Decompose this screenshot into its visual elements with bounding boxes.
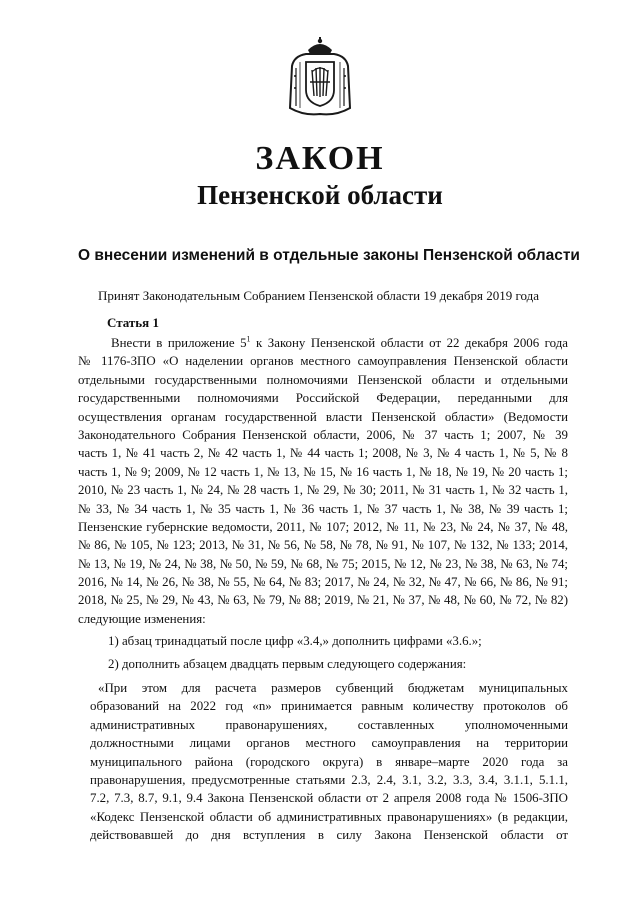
paragraph-line: 2010, № 23 часть 1, № 24, № 28 часть 1, № 29, № 30; 2011, № 31 часть 1, № 32 часть 1, [78, 483, 568, 498]
quote-line: муниципального района (городского округа) в январе–марте 2020 года за [90, 754, 568, 769]
paragraph-first-line [78, 334, 568, 352]
quote-line: должностными лицами органов местного самоуправления на территории [90, 736, 568, 751]
paragraph-line: государственными полномочиями Российской Федерации, переданными для [78, 391, 568, 406]
coat-of-arms-icon [286, 36, 354, 118]
paragraph-line: Законодательного Собрания Пензенской области, 2006, № 37 часть 1; 2007, № 39 [78, 427, 568, 442]
quote-line: образований на 2022 год «n» принимается равным количеству протоколов об [90, 699, 568, 714]
paragraph-line: № 33, № 34 часть 1, № 35 часть 1, № 36 часть 1, № 37 часть 1, № 38, № 39 часть 1; [78, 501, 568, 516]
quote-line: административных правонарушениях, составленных уполномоченными [90, 717, 568, 732]
paragraph-last-line: следующие изменения: [78, 611, 206, 626]
paragraph-line: № 1176-ЗПО «О наделении органов местного самоуправления Пензенской области [78, 354, 568, 369]
article-body [78, 334, 568, 845]
para1-text-b: к Закону Пензенской области от 22 декабря 2006 года [250, 336, 568, 350]
paragraph-line: 2018, № 25, № 29, № 43, № 63, № 79, № 88; 2019, № 21, № 37, № 48, № 60, № 72, № 82) [78, 593, 568, 608]
quote-first-line: «При этом для расчета размеров субвенций бюджетам муниципальных [98, 681, 568, 696]
list-item-2: 2) дополнить абзацем двадцать первым следующего содержания: [108, 656, 467, 671]
paragraph-line: часть 1, № 9; 2009, № 12 часть 1, № 13, № 15, № 16 часть 1, № 18, № 19, № 20 часть 1; [78, 464, 568, 479]
paragraph-line: № 86, № 105, № 123; 2013, № 31, № 56, № 58, № 78, № 91, № 107, № 132, № 133; 2014, [78, 538, 568, 553]
para1-superscript: 1 [246, 334, 251, 344]
law-subject-heading: О внесении изменений в отдельные законы Пензенской области [78, 247, 580, 264]
document-subtitle: Пензенской области [197, 180, 443, 210]
quote-line: правонарушения, предусмотренные статьями 2.3, 2.4, 3.1, 3.2, 3.3, 3.4, 3.1.1, 5.1.1, [90, 772, 568, 787]
paragraph-line: отдельными государственными полномочиями Пензенской области и отдельными [78, 372, 568, 387]
document-title: ЗАКОН [255, 140, 385, 177]
adoption-note: Принят Законодательным Собранием Пензенской области 19 декабря 2019 года [98, 288, 539, 303]
quote-line: действовавшей до дня вступления в силу Закона Пензенской области от [90, 828, 568, 843]
list-item-1: 1) абзац тринадцатый после цифр «3.4,» дополнить цифрами «3.6.»; [108, 634, 482, 649]
paragraph-line: 2016, № 14, № 26, № 38, № 55, № 64, № 83; 2017, № 24, № 32, № 47, № 66, № 86, № 91; [78, 575, 568, 590]
paragraph-line: часть 1, № 41 часть 2, № 42 часть 1, № 44 часть 1; 2008, № 3, № 4 часть 1, № 5, № 8 [78, 446, 568, 461]
quote-line: 7.2, 7.3, 8.7, 9.1, 9.4 Закона Пензенской области от 2 апреля 2008 года № 1506-ЗПО [90, 791, 568, 806]
paragraph-line: № 13, № 19, № 24, № 38, № 50, № 59, № 68, № 75; 2015, № 12, № 23, № 38, № 63, № 74; [78, 556, 568, 571]
paragraph-line: осуществления органам государственной власти Пензенской области» (Ведомости [78, 409, 568, 424]
quote-line: «Кодекс Пензенской области об административных правонарушениях» (в редакции, [90, 809, 568, 824]
para1-text-a: Внести в приложение 5 [111, 336, 247, 350]
article-heading: Статья 1 [107, 315, 159, 330]
paragraph-line: Пензенские губернские ведомости, 2011, № 107; 2012, № 11, № 23, № 24, № 37, № 48, [78, 519, 568, 534]
